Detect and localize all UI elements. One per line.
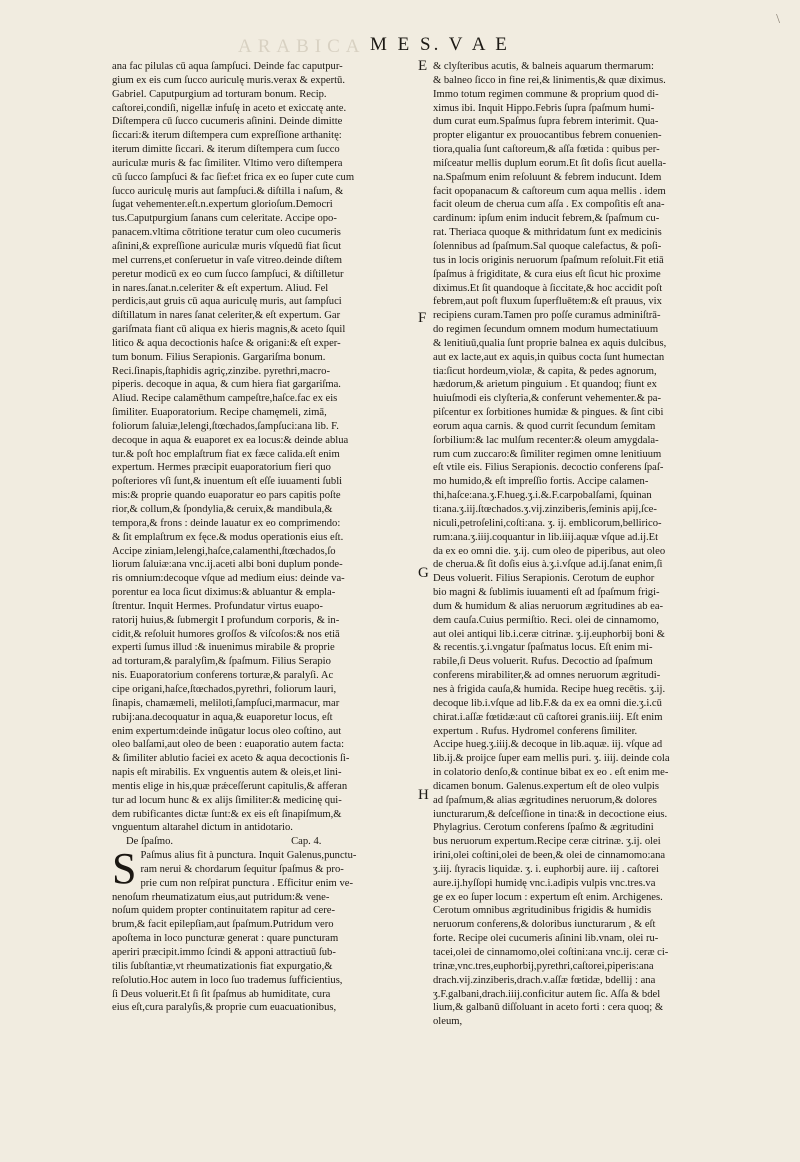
text-line: ris omnium:decoque vſque ad medium eius: deinde va- — [112, 573, 345, 585]
text-line: expertum. Hermes præcipit euaporatorium fieri quo — [112, 462, 331, 474]
text-line: rum cum zuccaro:& ſimiliter regimen omne lenitiuum — [433, 448, 662, 460]
text-line: tempora,& frons : deinde lauatur ex eo comprimendo: — [112, 517, 341, 529]
text-line: aperiri præcipit.immo ſcindi & apponi attractiuū ſub- — [112, 947, 336, 958]
text-line: ad torturam,& paralyſim,& ſpaſmum. Filius Serapio — [112, 656, 331, 668]
text-line: poſteriores vſi ſunt,& inuentum eſt eſſe iuuamenti ſubli — [112, 476, 343, 488]
text-line: litico & aqua decoctionis haſce & origani:& eſt exper- — [112, 337, 341, 349]
text-line: thi,haſce:ana.ʒ.F.hueg.ʒ.i.&.F.carpobalſami, ſquinan — [433, 490, 652, 502]
text-line: iterum dimitte ſiccari. & iterum diſtempera cum ſucco — [112, 144, 340, 156]
text-line: foliorum ſaluiæ,lelengi,ſtœchados,ſampſuci:ana lib. F. — [112, 420, 339, 432]
text-line: vnguentum altarahel dictum in antidotario. — [112, 822, 293, 834]
text-line: nes à frigida cauſa,& humida. Recipe hueg recētis. ʒ.ij. — [433, 683, 666, 695]
text-line: aſinini,& expreſſione auriculæ muris vſquedū fiat ſicut — [112, 240, 342, 252]
text-line: dum curat eum.Spaſmus ſupra febrem interimit. Qua- — [433, 116, 659, 128]
text-line: ratorij huius,& ſubmergit I profundum corporis, & in- — [112, 614, 340, 626]
text-line: brum,& facit epilepſiam,aut ſpaſmum.Putridum vero — [112, 919, 334, 931]
right-column — [433, 60, 751, 1029]
text-line: mo humido,& eſt impreſſio fortis. Accipe calamen- — [433, 476, 649, 488]
chapter-number: Cap. 4. — [291, 836, 322, 848]
text-line: ſimiliter. Euaporatorium. Recipe chamęmeli, zimā, — [112, 407, 327, 419]
text-line: reſolutio.Hoc autem in loco ſuo trademus ſufficientius, — [112, 974, 343, 986]
text-line: ximus ibi. Inquit Hippo.Febris ſupra ſpaſmum humi- — [433, 102, 655, 114]
margin-letter-h: H — [418, 787, 429, 803]
text-line: ſi Deus voluerit.Et ſi ſit ſpaſmus ab humiditate, cura — [112, 988, 331, 1000]
text-line: eſt vtile eis. Filius Serapionis. decoctio conferens ſpaſ- — [433, 462, 664, 474]
text-line: tacei,olei de cinnamomo,olei coſtini:ana vnc.ij. ceræ ci- — [433, 947, 669, 958]
text-line: ſucco auriculę muris aut ſampſuci.& diſtilla i naſum, & — [112, 185, 344, 197]
text-line: Cerotum omnibus ægritudinibus frigidis & humidis — [433, 905, 652, 917]
margin-letter-g: G — [418, 565, 429, 581]
text-line: lium,& galbanū diſſoluant in aceto forti : cera quoq; & — [433, 1002, 664, 1014]
text-line: mentis elige in his,quæ prǽceſſerunt capitulis,& afferan — [112, 780, 348, 792]
text-line: nis. Euaporatorium conferens torturæ,& paralyſi. Ac — [112, 670, 334, 682]
text-line: rat. Theriaca quoque & mithridatum ſunt ex medicinis — [433, 227, 662, 239]
margin-letter-f: F — [418, 310, 427, 326]
text-line: prie cum non reſpirat punctura . Efficitur enim ve- — [140, 877, 353, 889]
text-line: ſtrentur. Inquit Hermes. Profundatur virtus euapo- — [112, 600, 323, 612]
text-line: panacem.vltima cōtritione teratur cum oleo cucumeris — [112, 227, 341, 239]
text-line: caſtorei,condiſi, nigellæ infuſę in aceto et exiccatę ante. — [112, 102, 347, 114]
text-line: trinæ,vnc.tres,euphorbij,pyrethri,caſtorei,piperis:ana — [433, 960, 654, 972]
text-line: mel currens,et conſeruetur in vaſe vitreo.deinde diſtem — [112, 254, 343, 266]
text-line: niculi,petroſelini,coſti:ana. ʒ. ij. emblicorum,bellirico- — [433, 517, 662, 529]
text-line: Phylagrius. Cerotum conferens ſpaſmo & ægritudini — [433, 822, 654, 834]
text-line: piperis. decoque in aqua, & cum hiera fiat gargariſma. — [112, 379, 341, 391]
text-line: forte. Recipe olei cucumeris aſinini lib.vnam, olei ru- — [433, 933, 659, 945]
text-line: eorum aqua carnis. & quod currit ſecundum ſemitam — [433, 420, 656, 432]
text-line: tilis ſubſtantiæ,vt rheumatizationis fiat expurgatio,& — [112, 960, 333, 972]
text-line: gariſmata fiant cū aliqua ex hieris magnis,& aceto ſquil — [112, 324, 346, 336]
text-line: Deus voluerit. Filius Serapionis. Cerotum de euphor — [433, 573, 655, 585]
text-line: cidit,& reſoluit humores groſſos & viſcoſos:& nos etiā — [112, 628, 340, 640]
text-line: tus in locis originis neruorum ſpaſmum reſoluit.Fit etiā — [433, 254, 664, 266]
text-line: dem cauſa.Cuius permiſtio. Reci. olei de cinnamomo, — [433, 614, 659, 626]
text-line: cū ſucco ſampſuci & fac ſief:et frica ex eo ſuper cute cum — [112, 171, 355, 183]
text-line: dum & humidum & alias neruorum ægritudines ab ea- — [433, 600, 664, 612]
text-line: facit opopanacum & caſtoreum cum aqua mellis . idem — [433, 185, 666, 197]
text-line: neruorum conferens,& doloribus iuncturarum , & eſt — [433, 919, 656, 931]
text-line: rabile,ſi Deus voluerit. Rufus. Decoctio ad ſpaſmum — [433, 656, 653, 668]
text-line: & recentis.ʒ.i.vngatur ſpaſmatus locus. Eſt enim mi- — [433, 642, 653, 654]
text-line: conferens mirabiliter,& ad omnes neruorum ægritudi- — [433, 670, 661, 682]
text-line: lib.ij.& proijce ſuper eam mellis puri. ʒ. iiij. deinde cola — [433, 753, 670, 765]
text-line: decoque in aqua & euaporet ex ea locus:& deinde ablua — [112, 434, 349, 446]
text-line: ſorbilium:& lac mulſum recenter:& oleum amygdala- — [433, 434, 659, 446]
text-line: eius eſt,cura paralyſis,& proprie cum euacuationibus, — [112, 1002, 337, 1014]
text-line: diſtillatum in nares ſanat celeriter,& eſt expertum. Gar — [112, 310, 341, 322]
left-column — [112, 60, 414, 1015]
text-line: in colatorio denſo,& continue bibat ex eo . eſt enim me- — [433, 767, 669, 779]
text-line: dem rubificantes dictæ ſunt:& ex eis eſt ſinapiſmum,& — [112, 808, 342, 820]
text-line: Diſtempera cū ſucco cucumeris aſinini. Deinde dimitte — [112, 116, 343, 128]
text-line: piſcentur ex ſorbitiones humidæ & pingues. & ſint cibi — [433, 407, 664, 419]
text-line: da ex eo omni die. ʒ.ij. cum oleo de piperibus, aut oleo — [433, 545, 666, 557]
chapter-title-text: De ſpaſmo. — [126, 836, 174, 848]
text-line: & ſit emplaſtrum ex fęce.& modus operationis eius eſt. — [112, 531, 344, 543]
folio-mark: \ — [776, 12, 780, 27]
text-line: tiora,qualia ſunt caſtoreum,& aſſa fœtida : quibus per- — [433, 144, 660, 156]
text-line: na.Spaſmum enim reſoluunt & febrem inducunt. Idem — [433, 171, 662, 183]
text-line: decoque lib.i.vſque ad lib.F.& da ex ea omni die.ʒ.i.cū — [433, 697, 662, 709]
text-line: Gabriel. Caputpurgium ad torturam bonum. Recip. — [112, 88, 327, 100]
text-line: facit oleum de cherua cum aſſa . Ex compoſitis eſt ana- — [433, 199, 665, 211]
text-line: rubij:ana.decoquatur in aqua,& euaporetur locus, eſt — [112, 711, 333, 723]
text-line: tur.& poſt hoc emplaſtrum fiat ex fæce calida.eſt enim — [112, 448, 340, 460]
text-line: & ſimiliter ablutio faciei ex aceto & aqua decoctionis ſi- — [112, 753, 350, 765]
text-line: ſiccari:& iterum diſtempera cum expreſſione arthanitę: — [112, 130, 342, 142]
text-line: ana fac pilulas cū aqua ſampſuci. Deinde fac caputpur- — [112, 61, 343, 72]
text-line: expertum . Rufus. Hydromel conferens ſimiliter. — [433, 725, 638, 737]
text-line: tur ad locum hunc & ex alijs ſimiliter:& medicinę qui- — [112, 794, 342, 806]
text-line: Paſmus alius fit à punctura. Inquit Galenus,punctu- — [140, 850, 357, 862]
text-line: ad ſpaſmum,& alias ægritudines neruorum,& dolores — [433, 794, 657, 806]
header-title: M E S. V A E — [370, 34, 510, 55]
text-line: tus.Caputpurgium ſanans cum celeritate. Accipe opo- — [112, 213, 337, 225]
text-line: rior,& collum,& ſpondylia,& ceruix,& mandibula,& — [112, 504, 333, 515]
text-line: ʒ.iij. ſtyracis liquidæ. ʒ. i. euphorbij aure. iij . caſtorei — [433, 863, 659, 875]
text-line: liorum ſaluiæ:ana vnc.ij.aceti albi boni duplum ponde- — [112, 559, 343, 571]
text-line: cardinum: ipſum enim inducit febrem,& ſpaſmum cu- — [433, 213, 660, 225]
text-line: ſugat vehementer.eſt.n.expertum glorioſum.Democri — [112, 199, 333, 211]
text-line: bus neruorum expertum.Recipe ceræ citrinæ. ʒ.ij. olei — [433, 836, 661, 848]
text-line: & lenitiuū,qualia ſunt proprie balnea ex aquis dulcibus, — [433, 337, 667, 349]
text-line: auriculæ muris & fac ſimiliter. Vltimo vero diſtempera — [112, 157, 343, 169]
text-line: nenoſum rheumatizatum eius,aut putridum:& vene- — [112, 891, 330, 903]
text-line: perdicis,aut gruis cū aqua auriculę muris, aut ſampſuci — [112, 296, 342, 308]
chapter-title — [112, 835, 414, 849]
text-line: & clyſteribus acutis, & balneis aquarum thermarum: — [433, 61, 654, 72]
text-line: ram nerui & chordarum ſequitur ſpaſmus & pro- — [140, 863, 344, 875]
text-line: bio magni & ſublimis iuuamenti eſt ad ſpaſmum frigi- — [433, 587, 660, 599]
text-line: ſpaſmus à frigiditate, & cura eius eſt ſicut hic proxime — [433, 268, 661, 280]
text-line: tia:ſicut hordeum,violæ, & capita, & pedes agnorum, — [433, 365, 657, 377]
text-line: gium ex eis cum ſucco auriculę muris.verax & expertū. — [112, 74, 345, 86]
text-line: cipe origani,haſce,ſtœchados,pyrethri, foliorum lauri, — [112, 683, 337, 695]
text-line: aure.ij.hyſſopi humidę vnc.i.adipis vulpis vnc.tres.va — [433, 877, 656, 889]
text-line: de cherua.& ſit doſis eius à.ʒ.i.vſque ad.ij.ſanat enim,ſi — [433, 559, 663, 571]
margin-letter-e: E — [418, 58, 428, 74]
text-line: peretur modicū ex eo cum ſucco ſampſuci, & diſtilletur — [112, 268, 344, 280]
text-line: rum:ana.ʒ.iiij.coquantur in lib.iiij.aquæ vſque ad.ij.Et — [433, 531, 659, 543]
text-line: drach.vij.zinziberis,drach.v.aſſæ fœtidæ, bdellij : ana — [433, 974, 656, 986]
text-line: miſceatur mellis duplum eorum.Et ſit doſis ſicut auella- — [433, 157, 667, 169]
text-line: recipiens curam.Tamen pro poſſe curamus adminiſtrā- — [433, 310, 661, 322]
text-line: mis:& proprie quando euaporatur eo pars capitis poſte — [112, 490, 341, 502]
text-line: huiuſmodi eis clyſteria,& conferunt vehementer.& pa- — [433, 393, 661, 405]
text-line: irini,olei coſtini,olei de been,& olei de cinnamomo:ana — [433, 850, 666, 862]
text-line: do regimen ſecundum omnem modum humectatiuum — [433, 324, 659, 336]
text-line: Accipe ziniam,lelengi,haſce,calamenthi,ſtœchados,ſo — [112, 545, 336, 557]
text-line: dicamen bonum. Galenus.expertum eſt de oleo vulpis — [433, 780, 659, 792]
text-line: iuncturarum,& deſceſſione in tina:& in decoctione eius. — [433, 808, 668, 820]
text-line: napis eſt mirabilis. Ex vnguentis autem & oleis,et lini- — [112, 767, 342, 779]
text-line: oleo balſami,aut oleo de been : euaporatio autem facta: — [112, 739, 345, 751]
drop-cap: S — [112, 844, 137, 894]
text-line: diximus.Et ſit quandoque à ſiccitate,& hoc accidit poſt — [433, 282, 663, 294]
text-line: experti ſumus illud :& inuenimus mirabile & proprie — [112, 642, 335, 654]
text-line: Reci.ſinapis,ſtaphidis agriç,zinzibe. pyrethri,macro- — [112, 365, 330, 377]
text-line: enim expertum:deinde inūgatur locus oleo coſtino, aut — [112, 725, 342, 737]
text-line: ge ex eo ſuper locum : expertum eſt enim. Archigenes. — [433, 891, 663, 903]
text-line: & balneo ſicco in fine rei,& linimentis,& quæ diximus. — [433, 74, 666, 86]
text-line: noſum quidem propter continuitatem rapitur ad cere- — [112, 905, 335, 917]
text-line: apoſtema in loco puncturæ generat : quare puncturam — [112, 933, 339, 945]
text-line: propter eligantur ex prouocantibus febrem conuenien- — [433, 130, 662, 142]
text-line: Immo totum regimen commune & proprium quod di- — [433, 88, 659, 100]
text-line: Accipe hueg.ʒ.iiij.& decoque in lib.aquæ. iij. vſque ad — [433, 739, 663, 751]
header-ghost-text: ARABICA — [238, 36, 366, 57]
text-line: tum bonum. Filius Serapionis. Gargariſma bonum. — [112, 351, 326, 363]
text-line: ſinapis, chamæmeli, meliloti,ſampſuci,marmacur, mar — [112, 697, 340, 709]
text-line: porentur ea loca ſicut diximus:& abluantur & empla- — [112, 587, 336, 599]
text-line: ʒ.F.galbani,drach.iiij.conficitur autem ſic. Aſſa & bdel — [433, 988, 661, 1000]
text-line: ti:ana.ʒ.iij.ſtœchados.ʒ.vij.zinziberis,ſeminis apij,ſce- — [433, 504, 657, 515]
text-line: oleum, — [433, 1016, 463, 1028]
text-line: in nares.ſanat.n.celeriter & eſt expertum. Aliud. Fel — [112, 282, 329, 294]
text-line: Aliud. Recipe calamēthum campeſtre,haſce.fac ex eis — [112, 393, 338, 405]
text-line: hædorum,& arietum pinguium . Et quandoq; fiunt ex — [433, 379, 657, 391]
text-line: ſolennibus ad ſpaſmum.Sal quoque calefactus, & poſi- — [433, 240, 662, 252]
text-line: aut ex lacte,aut ex aquis,in quibus cocta ſunt humectan — [433, 351, 665, 363]
text-line: aut olei antiqui lib.i.ceræ citrinæ. ʒ.ij.euphorbij boni & — [433, 628, 665, 640]
text-line: febrem,aut poſt fluxum ſuperfluētem:& eſt prauus, vix — [433, 296, 662, 308]
text-line: chirat.i.aſſæ fœtidæ:aut cū caſtorei granis.iiij. Eſt enim — [433, 711, 663, 723]
